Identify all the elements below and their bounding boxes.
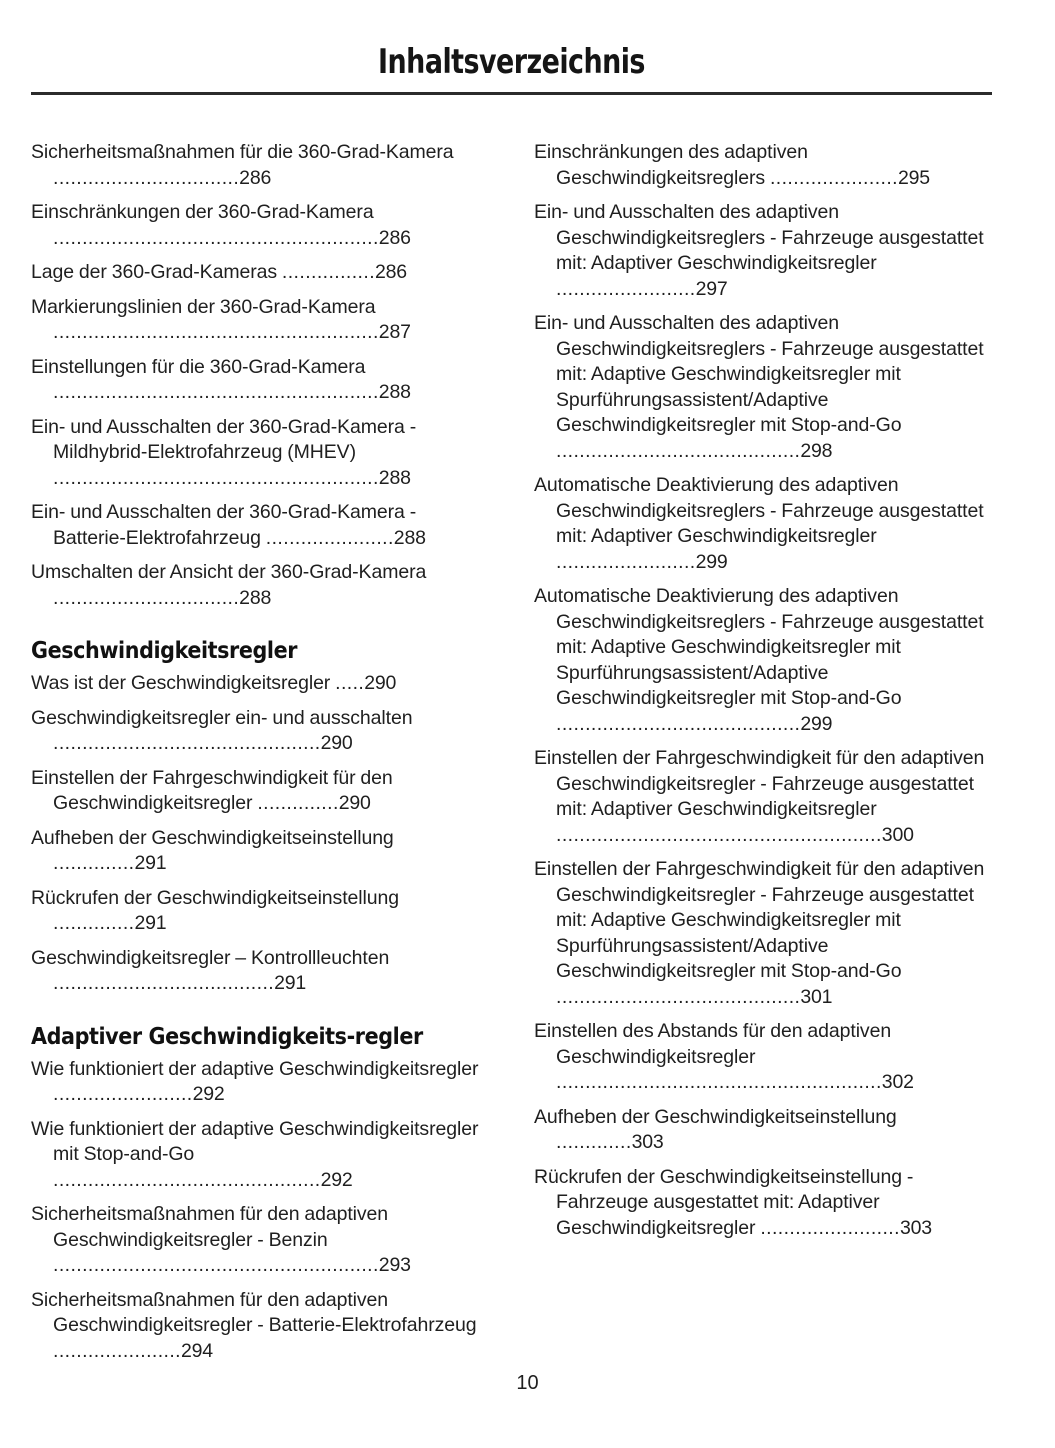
toc-entry[interactable] <box>31 1288 489 1365</box>
toc-entry-title: Ein- und Ausschalten der 360-Grad-Kamera - Mildhybrid-Elektrofahrzeug (MHEV) <box>31 415 417 463</box>
toc-entry-leader: ................................ <box>53 586 240 609</box>
toc-entry[interactable] <box>31 415 489 492</box>
toc-entry-leader: ................................ <box>53 166 240 189</box>
toc-entry-leader: ...................................... <box>53 972 275 994</box>
toc-entry-title: Sicherheitsmaßnahmen für den adaptiven Geschwindigkeitsregler - Benzin <box>31 1203 389 1251</box>
toc-entry-page: 288 <box>378 381 411 403</box>
toc-entry-leader: ...................... <box>769 166 898 189</box>
toc-entry[interactable] <box>534 140 992 191</box>
toc-entry-title: Ein- und Ausschalten des adaptiven Geschwindigkeitsreglers - Fahrzeuge ausgestattet mit: Adaptive Geschwindigkeitsregler mit Spurführungsassistent/Adaptive Geschwindigkeitsregler mit Stop-and-Go <box>534 312 984 436</box>
toc-entry[interactable] <box>534 311 992 464</box>
toc-entry-leader: .............. <box>53 912 135 934</box>
toc-entry-leader: ........................ <box>556 277 696 300</box>
toc-entry-leader: ........................................................ <box>53 466 379 489</box>
toc-entry[interactable] <box>31 140 489 191</box>
toc-entry[interactable] <box>31 200 489 251</box>
toc-entry-leader: ........................................................ <box>53 321 379 343</box>
toc-entry[interactable] <box>534 746 992 848</box>
toc-entry-leader: .......................................... <box>556 439 801 462</box>
toc-column-left <box>31 140 489 1373</box>
toc-entry[interactable] <box>31 671 489 697</box>
toc-entry-page: 293 <box>378 1254 411 1276</box>
toc-entry-title: Aufheben der Geschwindigkeitseinstellung <box>534 1105 897 1128</box>
toc-entry-page: 294 <box>181 1339 213 1362</box>
toc-entry-leader: ........................................................ <box>53 1254 379 1276</box>
toc-entry-title: Einstellen des Abstands für den adaptiven Geschwindigkeitsregler <box>534 1020 892 1068</box>
toc-entry-page: 300 <box>881 823 914 846</box>
toc-entry-leader: ..... <box>335 672 365 694</box>
toc-entry-leader: .......................................... <box>556 985 801 1008</box>
toc-entry-page: 291 <box>274 972 307 994</box>
toc-entry-page: 291 <box>134 912 167 934</box>
toc-entry-page: 302 <box>881 1071 914 1093</box>
toc-entry-title: Einstellen der Fahrgeschwindigkeit für den Geschwindigkeitsregler <box>31 766 393 814</box>
toc-entry-title: Wie funktioniert der adaptive Geschwindigkeitsregler mit Stop-and-Go <box>31 1117 479 1165</box>
toc-entry-title: Automatische Deaktivierung des adaptiven Geschwindigkeitsreglers - Fahrzeuge ausgestattet mit: Adaptiver Geschwindigkeitsregler <box>534 474 984 547</box>
toc-entry[interactable] <box>31 260 489 286</box>
toc-entry-title: Einstellen der Fahrgeschwindigkeit für den adaptiven Geschwindigkeitsregler - Fahrzeuge ausgestattet mit: Adaptiver Geschwindigkeitsregler <box>534 747 985 820</box>
toc-entry[interactable] <box>31 1057 489 1108</box>
toc-entry-leader: ................ <box>281 261 376 283</box>
toc-entry-page: 287 <box>378 321 411 343</box>
toc-entry-page: 286 <box>375 261 407 283</box>
toc-entry[interactable] <box>31 946 489 997</box>
toc-entry-page: 288 <box>239 586 272 609</box>
toc-entry-page: 288 <box>378 466 411 489</box>
toc-entry-title: Geschwindigkeitsregler ein- und ausschalten <box>31 706 413 729</box>
toc-entry-page: 295 <box>897 166 930 189</box>
toc-entry-page: 286 <box>378 226 411 249</box>
toc-entry-page: 299 <box>695 550 728 573</box>
toc-entry[interactable] <box>31 355 489 406</box>
toc-entry[interactable] <box>534 1019 992 1096</box>
toc-entry-leader: ........................ <box>760 1216 900 1239</box>
toc-entry-title: Rückrufen der Geschwindigkeitseinstellung - Fahrzeuge ausgestattet mit: Adaptiver Geschwindigkeitsregler <box>534 1165 914 1239</box>
toc-entry-leader: .............................................. <box>53 1168 321 1191</box>
toc-entry-leader: ........................................................ <box>556 1071 882 1093</box>
toc-entry[interactable] <box>31 766 489 817</box>
section-heading: Geschwindigkeitsregler <box>31 638 298 664</box>
toc-entry-leader: ........................ <box>53 1083 193 1105</box>
toc-entry-title: Geschwindigkeitsregler – Kontrollleuchten <box>31 946 390 969</box>
toc-entry-title: Einstellen der Fahrgeschwindigkeit für den adaptiven Geschwindigkeitsregler - Fahrzeuge ausgestattet mit: Adaptive Geschwindigkeitsregler mit Spurführungsassistent/Adaptive Geschwindigkeitsregler mit Stop-and-Go <box>534 858 985 982</box>
toc-entry-page: 290 <box>338 792 371 814</box>
toc-entry-title: Rückrufen der Geschwindigkeitseinstellung <box>31 886 399 909</box>
toc-entry[interactable] <box>31 886 489 937</box>
toc-entry[interactable] <box>534 200 992 302</box>
toc-entry-page: 303 <box>631 1131 664 1153</box>
toc-entry-page: 286 <box>239 166 272 189</box>
toc-entry-leader: .............................................. <box>53 732 321 754</box>
toc-entry[interactable] <box>31 500 489 551</box>
toc-entry-title: Wie funktioniert der adaptive Geschwindigkeitsregler <box>31 1057 479 1080</box>
toc-entry-title: Einschränkungen des adaptiven Geschwindigkeitsreglers <box>534 141 808 189</box>
toc-entry-leader: ...................... <box>53 1339 181 1362</box>
toc-entry-title: Sicherheitsmaßnahmen für den adaptiven Geschwindigkeitsregler - Batterie-Elektrofahrzeug <box>31 1288 477 1336</box>
toc-entry-page: 303 <box>899 1216 932 1239</box>
toc-entry-page: 290 <box>364 672 397 694</box>
toc-entry-leader: ........................................................ <box>556 823 882 846</box>
toc-entry-title: Markierungslinien der 360-Grad-Kamera <box>31 295 376 318</box>
toc-entry[interactable] <box>31 1202 489 1279</box>
toc-entry-page: 290 <box>320 732 353 754</box>
toc-entry[interactable] <box>31 295 489 346</box>
toc-entry-title: Aufheben der Geschwindigkeitseinstellung <box>31 826 394 849</box>
toc-entry-title: Was ist der Geschwindigkeitsregler <box>31 672 336 694</box>
toc-entry-page: 301 <box>800 985 833 1008</box>
toc-entry-page: 298 <box>800 439 833 462</box>
toc-entry-title: Einstellungen für die 360-Grad-Kamera <box>31 355 366 378</box>
toc-entry-title: Einschränkungen der 360-Grad-Kamera <box>31 201 374 223</box>
toc-column-right <box>534 140 992 1250</box>
toc-entry-leader: .............. <box>257 792 339 814</box>
toc-entry[interactable] <box>31 826 489 877</box>
page-number: 10 <box>516 1372 539 1394</box>
toc-entry[interactable] <box>534 857 992 1010</box>
toc-entry-leader: .......................................... <box>556 712 801 735</box>
toc-entry[interactable] <box>534 1105 992 1156</box>
toc-entry-title: Ein- und Ausschalten der 360-Grad-Kamera - Batterie-Elektrofahrzeug <box>31 501 417 549</box>
toc-entry-title: Automatische Deaktivierung des adaptiven Geschwindigkeitsreglers - Fahrzeuge ausgestattet mit: Adaptive Geschwindigkeitsregler mit Spurführungsassistent/Adaptive Geschwindigkeitsregler mit Stop-and-Go <box>534 585 984 709</box>
toc-entry[interactable] <box>534 1165 992 1242</box>
toc-entry-title: Umschalten der Ansicht der 360-Grad-Kamera <box>31 561 427 583</box>
toc-entry-page: 297 <box>695 277 728 300</box>
toc-entry[interactable] <box>31 1117 489 1194</box>
toc-columns <box>31 140 992 1373</box>
toc-entry-title: Lage der 360-Grad-Kameras <box>31 261 282 283</box>
toc-entry-page: 291 <box>134 852 167 874</box>
toc-entry[interactable] <box>31 706 489 757</box>
header-divider <box>31 92 992 95</box>
toc-entry-page: 288 <box>393 526 426 549</box>
toc-entry[interactable] <box>534 473 992 575</box>
toc-entry[interactable] <box>534 584 992 737</box>
toc-entry-title: Ein- und Ausschalten des adaptiven Geschwindigkeitsreglers - Fahrzeuge ausgestattet mit: Adaptiver Geschwindigkeitsregler <box>534 201 984 274</box>
toc-entry-leader: ........................ <box>556 550 696 573</box>
toc-entry-page: 292 <box>192 1083 225 1105</box>
section-heading: Adaptiver Geschwindigkeits-regler <box>31 1023 423 1050</box>
toc-entry-leader: .............. <box>53 852 135 874</box>
toc-entry-leader: ...................... <box>265 526 394 549</box>
page-header <box>31 42 992 95</box>
toc-entry-page: 292 <box>320 1168 353 1191</box>
toc-entry-title: Sicherheitsmaßnahmen für die 360-Grad-Kamera <box>31 141 454 163</box>
toc-entry-leader: ............. <box>556 1131 632 1153</box>
toc-entry[interactable] <box>31 560 489 611</box>
toc-entry-leader: ........................................................ <box>53 381 379 403</box>
page-title: Inhaltsverzeichnis <box>378 42 645 82</box>
toc-entry-page: 299 <box>800 712 833 735</box>
toc-entry-leader: ........................................................ <box>53 226 379 249</box>
